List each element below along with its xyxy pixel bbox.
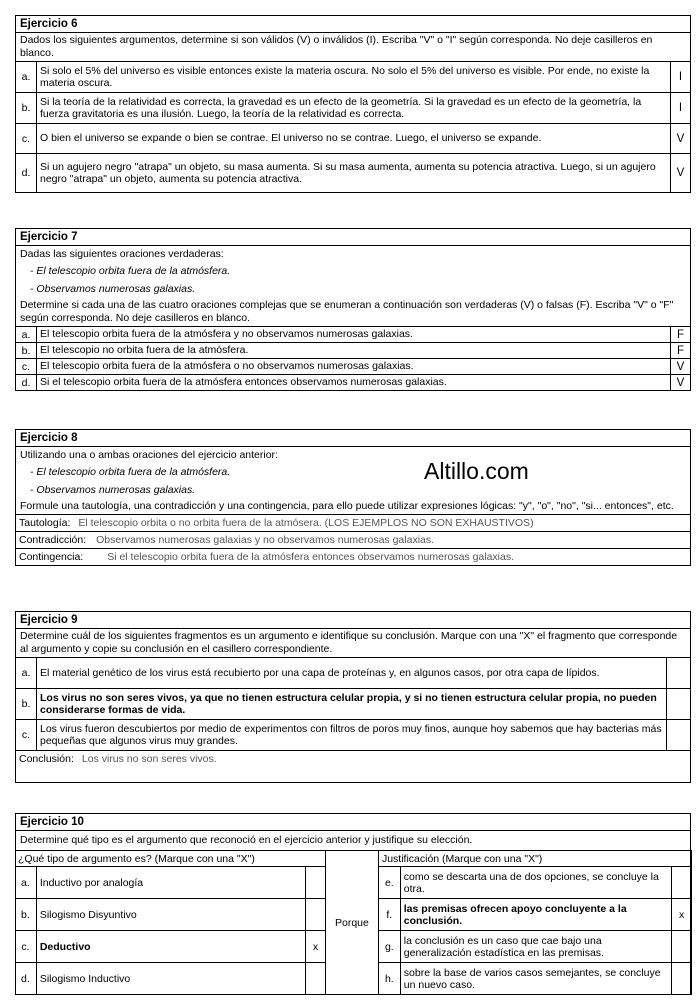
ej10-left-header: ¿Qué tipo de argumento es? (Marque con una "X")	[15, 851, 325, 867]
type-letter: c.	[15, 931, 36, 963]
just-text: como se descarta una de dos opciones, se concluye la otra.	[400, 867, 671, 899]
row-letter: b.	[16, 343, 37, 358]
row-letter: c.	[16, 720, 37, 750]
ej9-row-c	[16, 719, 690, 750]
type-text: Silogismo Disyuntivo	[36, 899, 305, 931]
contradiccion-value[interactable]: Observamos numerosas galaxias y no observamos numerosas galaxias.	[96, 533, 435, 546]
contingencia-label: Contingencia:	[19, 550, 84, 563]
just-text: sobre la base de varios casos semejantes, se concluye un nuevo caso.	[400, 963, 671, 995]
ej10-table	[15, 850, 692, 995]
row-text: Si la teoría de la relatividad es correcta, la gravedad es un efecto de la geometría. Si la gravedad es un efecto de la geometría, la fuerza gravitatoria es una ilusión. Luego, la teoría de la relatividad es correcta.	[40, 95, 642, 120]
answer-cell[interactable]: F	[670, 343, 690, 358]
answer-cell[interactable]: V	[670, 359, 690, 374]
tautologia-value[interactable]: El telescopio orbita o no orbita fuera de la atmósera. (LOS EJEMPLOS NO SON EXHAUSTIVOS)	[78, 516, 534, 529]
contingencia-value[interactable]: Si el telescopio orbita fuera de la atmósfera entonces observamos numerosas galaxias.	[107, 550, 515, 563]
just-text: las premisas ofrecen apoyo concluyente a la conclusión.	[400, 899, 671, 931]
ej7-row-d	[16, 374, 690, 390]
just-mark[interactable]	[672, 963, 692, 995]
row-letter: a.	[16, 327, 37, 342]
just-letter: g.	[378, 931, 400, 963]
ej9-row-a	[16, 657, 690, 688]
type-mark[interactable]	[306, 899, 326, 931]
row-text: Los virus no son seres vivos, ya que no tienen estructura celular propia, y si no tienen estructura celular propia, no pueden considerarse formas de vida.	[40, 691, 657, 716]
answer-cell[interactable]: V	[670, 124, 690, 153]
ejercicio-10	[15, 813, 691, 995]
row-text: El material genético de los virus está recubierto por una capa de proteínas y, en algunos casos, por otra capa de lípidos.	[40, 666, 600, 679]
ej6-instructions: Dados los siguientes argumentos, determine si son válidos (V) o inválidos (I). Escriba "V" o "I" según corresponda. No deje casilleros en blanco.	[20, 34, 653, 59]
conclusion-label: Conclusión:	[19, 753, 74, 765]
porque-label: Porque	[325, 851, 378, 995]
ej7-premise-2: - Observamos numerosas galaxias.	[30, 283, 196, 295]
ej6-row-a	[16, 61, 690, 92]
ej6-row-d	[16, 153, 690, 192]
answer-cell[interactable]: F	[670, 327, 690, 342]
ej10-instructions: Determine qué tipo es el argumento que reconoció en el ejercicio anterior y justifique su elección.	[20, 834, 473, 846]
ej8-tautologia-row	[16, 514, 690, 531]
type-text: Silogismo Inductivo	[36, 963, 305, 995]
type-letter: a.	[15, 867, 36, 899]
ej8-contingencia-row	[16, 548, 690, 565]
type-mark[interactable]: x	[306, 931, 326, 963]
answer-cell[interactable]: V	[670, 375, 690, 390]
ej8-contradiccion-row	[16, 531, 690, 548]
ejercicio-9	[15, 611, 691, 783]
type-text: Inductivo por analogía	[36, 867, 305, 899]
row-text: El telescopio orbita fuera de la atmósfera o no observamos numerosas galaxias.	[40, 360, 414, 373]
just-mark[interactable]	[672, 931, 692, 963]
ej6-row-b	[16, 92, 690, 123]
ej7-instructions: Determine si cada una de las cuatro oraciones complejas que se enumeran a continuación son verdaderas (V) o falsas (F). Escriba "V" o "F" según corresponda. No deje casilleros en blanco.	[20, 299, 674, 324]
just-letter: e.	[378, 867, 400, 899]
ej8-premise-2: - Observamos numerosas galaxias.	[30, 484, 196, 496]
row-text: Los virus fueron descubiertos por medio de experimentos con filtros de poros muy finos, aunque hoy sabemos que hay bacterias más pequeñas que algunos virus muy grandes.	[40, 722, 662, 747]
ej8-instructions: Formule una tautología, una contradicción y una contingencia, para ello puede utilizar expresiones lógicas: "y", "o", "no", "si... entonces", etc.	[20, 500, 674, 512]
type-text: Deductivo	[36, 931, 305, 963]
answer-cell[interactable]	[666, 689, 690, 719]
answer-cell[interactable]: I	[670, 62, 690, 92]
altillo-logo: Altillo.com	[424, 458, 529, 484]
row-letter: c.	[16, 124, 37, 153]
row-text: O bien el universo se expande o bien se contrae. El universo no se contrae. Luego, el universo se expande.	[40, 132, 542, 145]
row-letter: c.	[16, 359, 37, 374]
row-letter: a.	[16, 62, 37, 92]
row-text: Si solo el 5% del universo es visible entonces existe la materia oscura. No solo el 5% del universo es visible. Por ende, no existe la materia oscura.	[40, 64, 650, 89]
just-letter: f.	[378, 899, 400, 931]
row-text: El telescopio no orbita fuera de la atmósfera.	[40, 344, 249, 357]
row-letter: d.	[16, 154, 37, 192]
ej7-intro: Dadas las siguientes oraciones verdaderas:	[20, 248, 224, 260]
ejercicio-6	[15, 15, 691, 193]
ej9-row-b	[16, 688, 690, 719]
type-mark[interactable]	[306, 963, 326, 995]
answer-cell[interactable]	[666, 720, 690, 750]
answer-cell[interactable]: I	[670, 93, 690, 123]
ej7-title: Ejercicio 7	[16, 229, 690, 246]
row-letter: a.	[16, 658, 37, 688]
conclusion-value[interactable]: Los virus no son seres vivos.	[81, 753, 217, 765]
row-letter: d.	[16, 375, 37, 390]
ej6-row-c	[16, 123, 690, 153]
tautologia-label: Tautología:	[19, 516, 71, 529]
type-mark[interactable]	[306, 867, 326, 899]
row-letter: b.	[16, 93, 37, 123]
just-mark[interactable]: x	[672, 899, 692, 931]
ej10-title: Ejercicio 10	[16, 814, 690, 831]
ej9-title: Ejercicio 9	[16, 612, 690, 629]
ej7-row-c	[16, 358, 690, 374]
ej9-conclusion-row	[16, 750, 690, 782]
type-letter: b.	[15, 899, 36, 931]
ej8-intro: Utilizando una o ambas oraciones del ejercicio anterior:	[20, 449, 278, 461]
just-text: la conclusión es un caso que cae bajo una generalización estadística en las premisas.	[400, 931, 671, 963]
contradiccion-label: Contradicción:	[19, 533, 87, 546]
row-letter: b.	[16, 689, 37, 719]
answer-cell[interactable]	[666, 658, 690, 688]
ej8-premise-1: - El telescopio orbita fuera de la atmósfera.	[30, 466, 231, 478]
answer-cell[interactable]: V	[670, 154, 690, 192]
ej10-right-header: Justificación (Marque con una "X")	[378, 851, 691, 867]
ej7-premise-1: - El telescopio orbita fuera de la atmósfera.	[30, 265, 231, 277]
type-letter: d.	[15, 963, 36, 995]
ejercicio-8	[15, 429, 691, 566]
ej8-title: Ejercicio 8	[16, 430, 690, 447]
row-text: Si el telescopio orbita fuera de la atmósfera entonces observamos numerosas galaxias.	[40, 376, 447, 389]
just-letter: h.	[378, 963, 400, 995]
ej7-row-b	[16, 342, 690, 358]
row-text: Si un agujero negro "atrapa" un objeto, su masa aumenta. Si su masa aumenta, aumenta su potencia atractiva. Luego, si un agujero negro "atrapa" un objeto, aumenta su potencia atractiva.	[40, 160, 656, 185]
ejercicio-7	[15, 228, 691, 391]
row-text: El telescopio orbita fuera de la atmósfera y no observamos numerosas galaxias.	[40, 328, 413, 341]
ej6-title: Ejercicio 6	[16, 16, 690, 33]
ej7-row-a	[16, 326, 690, 342]
just-mark[interactable]	[672, 867, 692, 899]
ej9-instructions: Determine cuál de los siguientes fragmentos es un argumento e identifique su conclusión. Marque con una "X" el fragmento que corresponde al argumento y copie su conclusión en el casillero correspondiente.	[20, 630, 678, 655]
